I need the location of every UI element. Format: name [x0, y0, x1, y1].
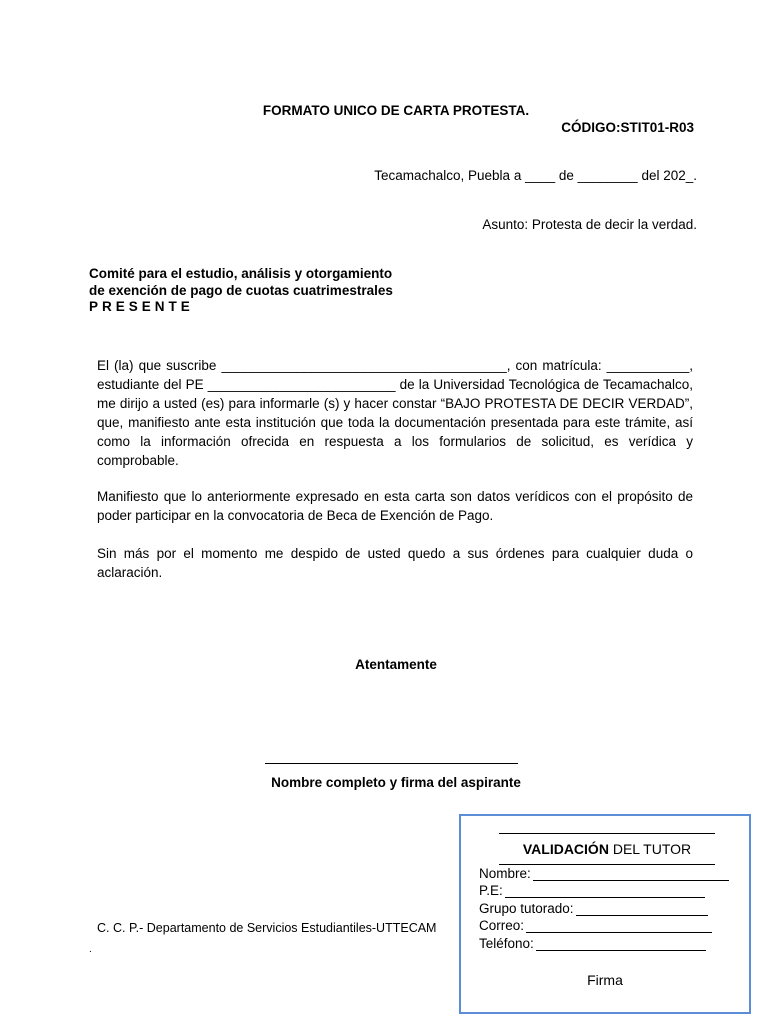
tutor-validation-box	[459, 814, 751, 1014]
tutor-field-telefono	[479, 936, 706, 951]
subject-line: Asunto: Protesta de decir la verdad.	[482, 217, 697, 232]
tutor-field-label: Grupo tutorado:	[479, 901, 574, 916]
recipient-line-1: Comité para el estudio, análisis y otorgamiento	[89, 266, 393, 281]
recipient-line-3: PRESENTE	[89, 299, 194, 314]
document-code: CÓDIGO:STIT01-R03	[561, 120, 694, 135]
body-paragraph-1: El (la) que suscribe ______________________________________, con matrícula: ___________, estudiante del PE _________________________ de la Universidad Tecnológica de Tecamachalco, me dirijo a usted (es) para informarle (s) y hacer constar “BAJO PROTESTA DE DECIR VERDAD”, que, manifiesto ante esta institución que toda la documentación presentada para este trámite, así como la información ofrecida en respuesta a los formularios de solicitud, es verídica y comprobable.	[97, 358, 693, 468]
recipient-line-2: de exención de pago de cuotas cuatrimestrales	[89, 282, 393, 298]
tutor-field-label: P.E:	[479, 883, 503, 898]
tutor-field-blank	[536, 937, 706, 951]
tutor-field-blank	[526, 919, 712, 933]
document-title: FORMATO UNICO DE CARTA PROTESTA.	[262, 103, 530, 118]
tutor-field-blank	[505, 884, 705, 898]
tutor-field-grupo	[479, 901, 708, 916]
tutor-signature-label: Firma	[587, 972, 623, 988]
tutor-title-bold: VALIDACIÓN	[522, 841, 609, 857]
tutor-field-pe	[479, 883, 705, 898]
body-paragraph-3: Sin más por el momento me despido de usted quedo a sus órdenes para cualquier duda o aclaración.	[97, 546, 693, 580]
body-paragraph-2: Manifiesto que lo anteriormente expresado en esta carta son datos verídicos con el propósito de poder participar en la convocatoria de Beca de Exención de Pago.	[97, 489, 693, 523]
stray-mark: .	[89, 944, 92, 955]
cc-line: C. C. P.- Departamento de Servicios Estudiantiles-UTTECAM	[97, 921, 437, 935]
tutor-field-label: Nombre:	[479, 866, 531, 881]
date-line: Tecamachalco, Puebla a ____ de ________ del 202_.	[374, 168, 697, 183]
tutor-title-rest: DEL TUTOR	[608, 841, 692, 857]
tutor-validation-title	[499, 833, 715, 865]
recipient-block	[89, 266, 393, 316]
signature-label: Nombre completo y firma del aspirante	[271, 775, 521, 790]
tutor-field-nombre	[479, 866, 729, 881]
tutor-field-correo	[479, 918, 712, 933]
closing-text: Atentamente	[355, 657, 437, 672]
signature-line	[265, 763, 518, 764]
tutor-field-label: Correo:	[479, 918, 525, 933]
tutor-field-blank	[533, 867, 729, 881]
tutor-field-label: Teléfono:	[479, 936, 534, 951]
tutor-field-blank	[576, 902, 708, 916]
